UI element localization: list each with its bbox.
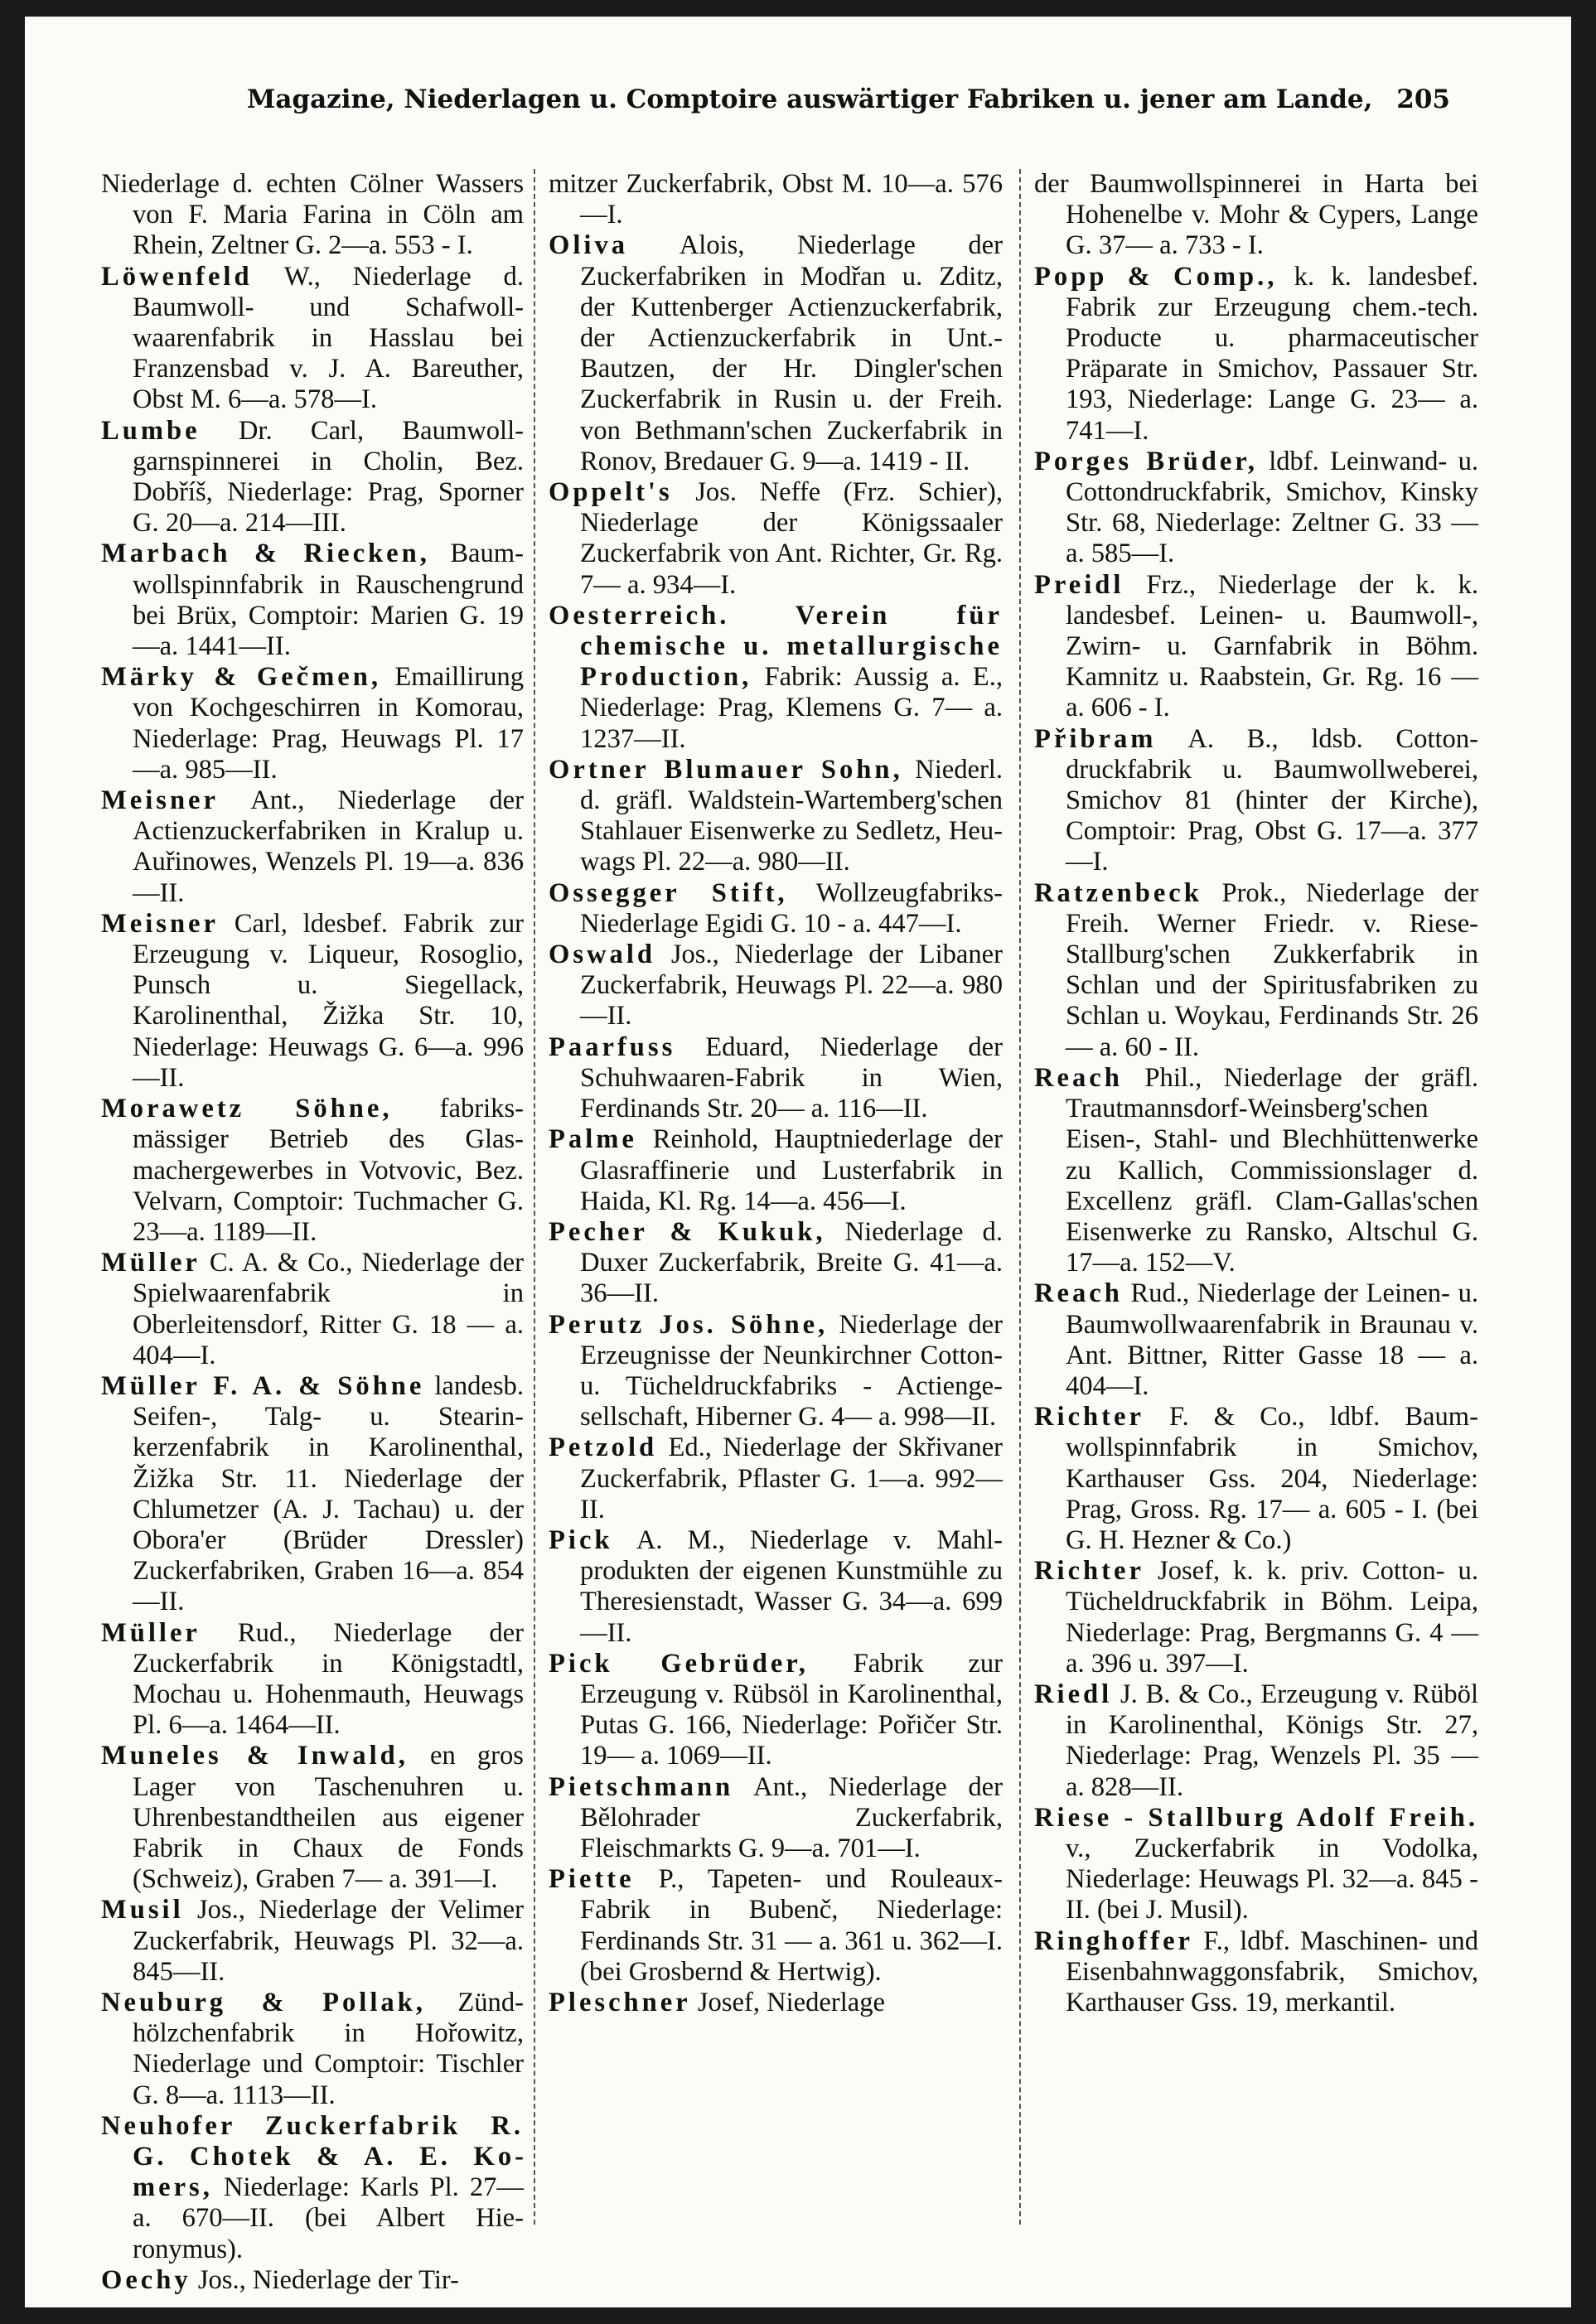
entry-name: Porges Brüder, bbox=[1034, 446, 1258, 476]
entry-name: Oppelt's bbox=[549, 477, 673, 508]
directory-entry bbox=[1034, 570, 1478, 724]
entry-name: Müller bbox=[101, 1248, 201, 1278]
directory-entry bbox=[101, 785, 524, 909]
entry-name: Pietschmann bbox=[549, 1771, 734, 1802]
entry-name: Reach bbox=[1034, 1062, 1123, 1093]
entry-name: Perutz Jos. Söhne, bbox=[549, 1309, 829, 1340]
entry-text: Ant., Niederlage der Bělohrader Zuckerfabrik, Fleischmarkts G. 9—a. 701—I. bbox=[580, 1771, 1003, 1863]
entry-name: Ratzenbeck bbox=[1034, 877, 1202, 908]
entry-text: Dr. Carl, Baumwollgarnspinnerei in Cholin, Bez. Dobříš, Niederlage: Prag, Sporner G. 20—a. 214—III. bbox=[133, 415, 524, 539]
entry-text: Wollzeugfabriks-Niederlage Egidi G. 10 - a. 447—I. bbox=[580, 877, 1003, 939]
entry-text: mitzer Zuckerfabrik, Obst M. 10—a. 576—I. bbox=[549, 169, 1003, 230]
directory-entry bbox=[1034, 1679, 1478, 1803]
directory-entry bbox=[549, 1772, 1003, 1865]
entry-text: fabriksmässiger Betrieb des Glasmachergewerbes in Votvovic, Bez. Velvarn, Comptoir: Tuchmacher G. 23—a. 1189—II. bbox=[133, 1094, 524, 1247]
directory-entry bbox=[1034, 1556, 1478, 1679]
entry-text: Ed., Niederlage der Skřivaner Zuckerfabrik, Pflaster G. 1—a. 992—II. bbox=[580, 1433, 1003, 1524]
directory-entry bbox=[101, 2111, 524, 2265]
directory-entry bbox=[549, 477, 1003, 601]
entry-text: Zündhölzchenfabrik in Hořowitz, Niederlage und Comptoir: Tischler G. 8—a. 1113—II. bbox=[133, 1987, 524, 2110]
entry-text: ldbf. Leinwand- u. Cottondruckfabrik, Smichov, Kinsky Str. 68, Niederlage: Zeltner G. 33 — a. 585—I. bbox=[1066, 446, 1478, 569]
entry-name: Morawetz Söhne, bbox=[101, 1094, 393, 1124]
directory-entry bbox=[549, 1310, 1003, 1433]
entry-name: Meisner bbox=[101, 785, 219, 816]
entry-name: Pecher & Kukuk, bbox=[549, 1216, 826, 1247]
entry-text: F. & Co., ldbf. Baumwollspinnfabrik in Smichov, Karthauser Gss. 204, Niederlage: Prag, Gross. Rg. 17— a. 605 - I. (bei G. H. Hezner & Co.) bbox=[1066, 1402, 1478, 1555]
entry-text: Rud., Niederlage der Zuckerfabrik in Königstadtl, Mochau u. Hohenmauth, Heuwags Pl. 6—a. 1464—II. bbox=[133, 1617, 524, 1741]
entry-text: Ant., Niederlage der Actienzuckerfabriken in Kralup u. Auřinowes, Wenzels Pl. 19—a. 836—II. bbox=[133, 785, 524, 908]
entry-name: Riedl bbox=[1034, 1679, 1113, 1709]
directory-entry bbox=[101, 1988, 524, 2111]
directory-entry bbox=[549, 940, 1003, 1032]
directory-entry bbox=[549, 1649, 1003, 1772]
entry-text: k. k. landesbef. Fabrik zur Erzeugung chem.-tech. Producte u. pharmaceutischer Präparate in Smichov, Passauer Str. 193, Niederlage: Lange G. 23— a. 741—I. bbox=[1066, 261, 1478, 446]
entry-name: Musil bbox=[101, 1895, 184, 1925]
directory-entry bbox=[549, 169, 1003, 230]
directory-entry bbox=[1034, 169, 1478, 262]
directory-entry bbox=[101, 262, 524, 416]
entry-text: Prok., Niederlage der Freih. Werner Friedr. v. Riese-Stallburg'schen Zukkerfabrik in Schlan und der Spiritusfabriken zu Schlan u. Woykau, Ferdinands Str. 26— a. 60 - II. bbox=[1066, 877, 1478, 1062]
entry-name: Petzold bbox=[549, 1433, 658, 1463]
directory-entry bbox=[1034, 447, 1478, 570]
entry-text: landesb. Seifen-, Talg- u. Stearinkerzenfabrik in Karolinenthal, Žižka Str. 11. Niederlage der Chlumetzer (A. J. Tachau) u. der Obora'er (Brüder Dressler) Zuckerfabriken, Graben 16—a. 854—II. bbox=[133, 1370, 524, 1617]
entry-text: der Baumwollspinnerei in Harta bei Hohenelbe v. Mohr & Cypers, Lange G. 37— a. 733 - I. bbox=[1034, 169, 1478, 261]
entry-text: Jos., Niederlage der Libaner Zuckerfabrik, Heuwags Pl. 22—a. 980—II. bbox=[580, 940, 1003, 1032]
entry-name: Oliva bbox=[549, 230, 629, 261]
entry-text: Jos. Neffe (Frz. Schier), Niederlage der Königssaaler Zuckerfabrik von Ant. Richter, Gr. Rg. 7— a. 934—I. bbox=[580, 477, 1003, 600]
directory-entry bbox=[101, 169, 524, 262]
entry-name: Popp & Comp., bbox=[1034, 261, 1278, 292]
entry-text: A. M., Niederlage v. Mahlprodukten der eigenen Kunstmühle zu Theresienstadt, Wasser G. 34—a. 699—II. bbox=[580, 1524, 1003, 1648]
entry-name: Löwenfeld bbox=[101, 261, 253, 292]
directory-entry bbox=[1034, 262, 1478, 447]
header-title: Magazine, Niederlagen u. Comptoire auswärtiger Fabriken u. jener am Lande, bbox=[247, 85, 1373, 114]
directory-entry bbox=[549, 1433, 1003, 1525]
directory-entry bbox=[101, 1741, 524, 1895]
entry-text: J. B. & Co., Erzeugung v. Rüböl in Karolinenthal, Königs Str. 27, Niederlage: Prag, Wenzels Pl. 35 — a. 828—II. bbox=[1066, 1679, 1478, 1802]
directory-entry bbox=[1034, 724, 1478, 878]
column-divider bbox=[534, 169, 535, 2225]
entry-name: Müller F. A. & Söhne bbox=[101, 1370, 425, 1401]
directory-entry bbox=[101, 1094, 524, 1248]
entry-text: F., ldbf. Maschinen- und Eisenbahnwaggonsfabrik, Smichov, Karthauser Gss. 19, merkantil. bbox=[1066, 1925, 1478, 2017]
directory-entry bbox=[1034, 1063, 1478, 1278]
entry-name: Muneles & Inwald, bbox=[101, 1741, 409, 1771]
column-3 bbox=[1034, 169, 1478, 2225]
directory-entry bbox=[549, 1124, 1003, 1217]
directory-entry bbox=[1034, 1926, 1478, 2019]
entry-text: Alois, Niederlage der Zuckerfabriken in Modřan u. Zditz, der Kuttenberger Actienzuckerfabrik, der Actienzuckerfabrik in Unt.-Bautzen, der Hr. Dingler'schen Zuckerfabrik in Rusin u. der Freih. von Bethmann'schen Zuckerfabrik in Ronov, Bredauer G. 9—a. 1419 - II. bbox=[580, 230, 1003, 476]
directory-entry bbox=[549, 1864, 1003, 1988]
entry-name: Palme bbox=[549, 1124, 637, 1155]
entry-name: Piette bbox=[549, 1864, 635, 1895]
directory-entry bbox=[101, 1248, 524, 1371]
entry-name: Ringhoffer bbox=[1034, 1925, 1194, 1956]
entry-text: Carl, ldesbef. Fabrik zur Erzeugung v. Liqueur, Rosoglio, Punsch u. Siegellack, Karolinenthal, Žižka Str. 10, Niederlage: Heuwags G. 6—a. 996—II. bbox=[133, 908, 524, 1093]
entry-text: en gros Lager von Taschenuhren u. Uhrenbestandtheilen aus eigener Fabrik in Chaux de Fonds (Schweiz), Graben 7— a. 391—I. bbox=[133, 1741, 524, 1895]
entry-text: Baumwollspinnfabrik in Rauschengrund bei Brüx, Comptoir: Marien G. 19—a. 1441—II. bbox=[133, 539, 525, 662]
directory-entry bbox=[549, 1525, 1003, 1649]
directory-entry bbox=[549, 755, 1003, 878]
entry-text: Niederl. d. gräfl. Waldstein-Wartemberg'schen Stahlauer Eisenwerke zu Sedletz, Heuwags Pl. 22—a. 980—II. bbox=[580, 754, 1004, 877]
entry-name: Marbach & Riecken, bbox=[101, 539, 430, 569]
directory-entry bbox=[101, 909, 524, 1094]
column-divider bbox=[1019, 169, 1021, 2225]
entry-text: Rud., Niederlage der Leinen- u. Baumwollwaarenfabrik in Braunau v. Ant. Bittner, Ritter Gasse 18 — a. 404—I. bbox=[1066, 1278, 1478, 1401]
directory-entry bbox=[101, 662, 524, 785]
entry-name: Pick Gebrüder, bbox=[549, 1648, 809, 1679]
directory-entry bbox=[549, 878, 1003, 940]
entry-text: Frz., Niederlage der k. k. landesbef. Leinen- u. Baumwoll-, Zwirn- u. Garnfabrik in Böhm. Kamnitz u. Raabstein, Gr. Rg. 16 — a. 606 - I. bbox=[1066, 569, 1478, 723]
entry-text: Niederlage: Karls Pl. 27—a. 670—II. (bei Albert Hieronymus). bbox=[133, 2172, 524, 2264]
entry-name: Přibram bbox=[1034, 723, 1157, 754]
document-page bbox=[25, 17, 1571, 2307]
directory-entry bbox=[101, 416, 524, 539]
entry-name: Meisner bbox=[101, 908, 219, 939]
entry-text: Josef, k. k. priv. Cotton- u. Tücheldruckfabrik in Böhm. Leipa, Niederlage: Prag, Bergmanns G. 4 — a. 396 u. 397—I. bbox=[1066, 1556, 1478, 1679]
directory-entry bbox=[1034, 1402, 1478, 1556]
entry-text: Jos., Niederlage der Tir- bbox=[191, 2264, 459, 2295]
entry-name: Müller bbox=[101, 1617, 201, 1648]
entry-text: Reinhold, Hauptniederlage der Glasraffinerie und Lusterfabrik in Haida, Kl. Rg. 14—a. 456—I. bbox=[580, 1124, 1003, 1216]
directory-entry bbox=[549, 1988, 1003, 2018]
entry-text: Fabrik: Aussig a. E., Niederlage: Prag, Klemens G. 7— a. 1237—II. bbox=[580, 662, 1003, 754]
entry-text: Josef, Niederlage bbox=[690, 1987, 886, 2017]
entry-name: Preidl bbox=[1034, 569, 1124, 600]
entry-name: Lumbe bbox=[101, 415, 201, 446]
entry-text: Niederlage d. Duxer Zuckerfabrik, Breite G. 41—a. 36—II. bbox=[580, 1216, 1003, 1309]
entry-name: Paarfuss bbox=[549, 1032, 676, 1062]
entry-name: Neuburg & Pollak, bbox=[101, 1987, 426, 2017]
entry-name: Riese - Stallburg Adolf Freih. bbox=[1034, 1802, 1478, 1833]
entry-text: Jos., Niederlage der Velimer Zuckerfabrik, Heuwags Pl. 32—a. 845—II. bbox=[133, 1895, 524, 1987]
directory-entry bbox=[1034, 1803, 1478, 1926]
entry-text: Emaillirung von Kochgeschirren in Komorau, Niederlage: Prag, Heuwags Pl. 17—a. 985—II. bbox=[133, 662, 525, 785]
directory-entry bbox=[101, 2265, 524, 2296]
directory-entry bbox=[1034, 878, 1478, 1063]
entry-name: Oechy bbox=[101, 2264, 191, 2295]
directory-entry bbox=[101, 1895, 524, 1988]
entry-name: Ossegger Stift, bbox=[549, 877, 788, 908]
entry-text: Eduard, Niederlage der Schuhwaaren-Fabrik in Wien, Ferdinands Str. 20— a. 116—II. bbox=[580, 1032, 1003, 1124]
directory-entry bbox=[101, 1618, 524, 1742]
entry-name: Pleschner bbox=[549, 1987, 691, 2017]
entry-name: Ortner Blumauer Sohn, bbox=[549, 754, 903, 785]
directory-entry bbox=[549, 1032, 1003, 1125]
entry-text: Fabrik zur Erzeugung v. Rübsöl in Karolinenthal, Putas G. 166, Niederlage: Pořičer Str. 19— a. 1069—II. bbox=[580, 1648, 1003, 1771]
entry-name: Richter bbox=[1034, 1556, 1144, 1587]
directory-entry bbox=[101, 1371, 524, 1618]
entry-text: Phil., Niederlage der gräfl. Trautmannsdorf-Weinsberg'schen Eisen-, Stahl- und Blechhüttenwerke zu Kallich, Commissionslager d. Excellenz gräfl. Clam-Gallas'schen Eisenwerke zu Ransko, Altschul G. 17—a. 152—V. bbox=[1066, 1062, 1478, 1278]
column-1 bbox=[101, 169, 525, 2295]
entry-name: Pick bbox=[549, 1524, 613, 1555]
directory-entry bbox=[549, 1217, 1003, 1310]
entry-text: P., Tapeten- und Rouleaux-Fabrik in Bubenč, Niederlage: Ferdinands Str. 31 — a. 361 u. 362—I. (bei Grosbernd & Hertwig). bbox=[580, 1864, 1003, 1987]
entry-name: Reach bbox=[1034, 1278, 1123, 1309]
entry-name: Richter bbox=[1034, 1402, 1144, 1433]
entry-text: Niederlage d. echten Cölner Wassers von F. Maria Farina in Cöln am Rhein, Zeltner G. 2—a. 553 - I. bbox=[101, 169, 524, 261]
entry-text: v., Zuckerfabrik in Vodolka, Niederlage: Heuwags Pl. 32—a. 845 - II. (bei J. Musil). bbox=[1066, 1833, 1478, 1925]
entry-name: Märky & Gečmen, bbox=[101, 662, 381, 693]
directory-entry bbox=[549, 230, 1003, 477]
directory-entry bbox=[101, 539, 524, 662]
running-header bbox=[247, 85, 1450, 114]
directory-entry bbox=[549, 601, 1003, 755]
page-number: 205 bbox=[1396, 85, 1450, 114]
entry-text: C. A. & Co., Niederlage der Spielwaarenfabrik in Oberleitensdorf, Ritter G. 18 — a. 404—I. bbox=[133, 1248, 524, 1370]
entry-name: Neuhofer Zuckerfabrik R. G. Chotek & A. E. Komers, bbox=[101, 2110, 524, 2203]
entry-text: A. B., ldsb. Cottondruckfabrik u. Baumwollweberei, Smichov 81 (hinter der Kirche), Comptoir: Prag, Obst G. 17—a. 377—I. bbox=[1066, 723, 1478, 877]
entry-text: Niederlage der Erzeugnisse der Neunkirchner Cotton- u. Tücheldruckfabriks - Actiengesellschaft, Hiberner G. 4— a. 998—II. bbox=[580, 1309, 1003, 1433]
directory-entry bbox=[1034, 1278, 1478, 1402]
column-2 bbox=[549, 169, 1003, 2225]
entry-name: Oesterreich. Verein für chemische u. metallurgische Production, bbox=[549, 600, 1003, 693]
entry-name: Oswald bbox=[549, 940, 656, 970]
entry-text: W., Niederlage d. Baumwoll- und Schafwollwaarenfabrik in Hasslau bei Franzensbad v. J. A. Bareuther, Obst M. 6—a. 578—I. bbox=[133, 261, 524, 415]
